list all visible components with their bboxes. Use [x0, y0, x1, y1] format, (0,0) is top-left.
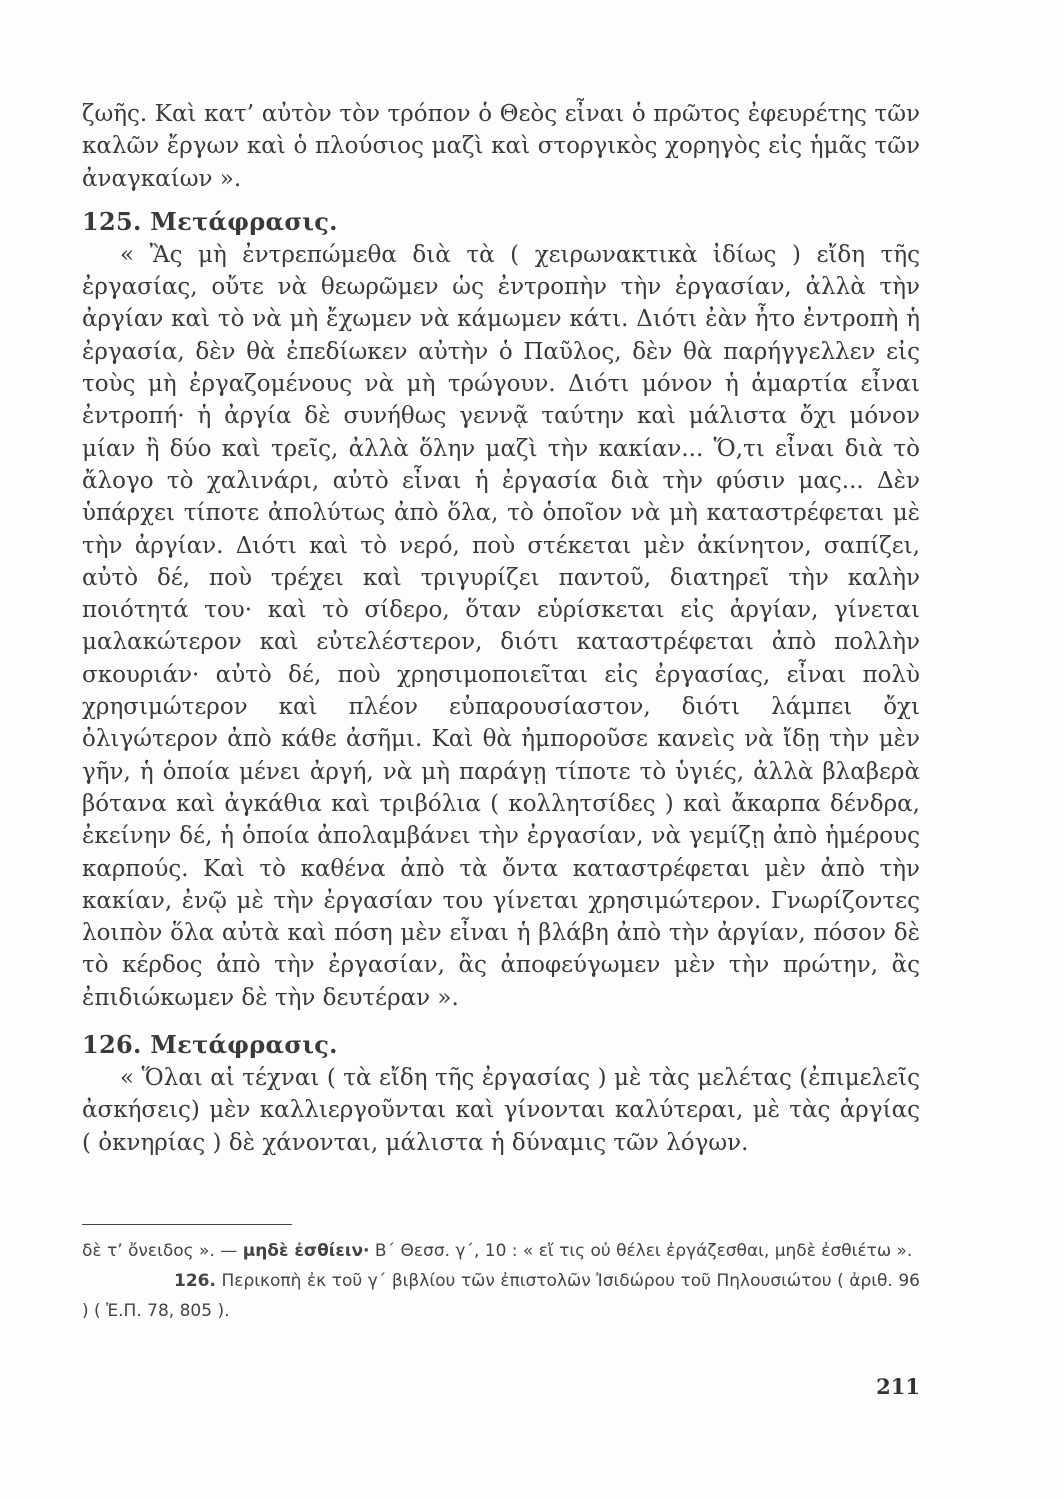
section-126-heading: 126. Μετάφρασις.	[82, 1030, 338, 1060]
footnote-2	[82, 1266, 920, 1326]
section-125-heading: 125. Μετάφρασις.	[82, 206, 338, 236]
footnote-1-bold: μηδὲ ἐσθίειν·	[242, 1241, 370, 1261]
footnote-1-part1: δὲ τ’ ὄνειδος ». —	[82, 1241, 238, 1261]
footnote-1-part2: Β΄ Θεσσ. γ΄, 10 : « εἴ τις οὐ θέλει ἐργάζεσθαι, μηδὲ ἐσθιέτω ».	[374, 1241, 913, 1261]
section-126-text: « Ὅλαι αἱ τέχναι ( τὰ εἴδη τῆς ἐργασίας ) μὲ τὰς μελέτας (ἐπιμελεῖς ἀσκήσεις) μὲν καλλιεργοῦνται καὶ γίνονται καλύτεραι, μὲ τὰς ἀργίας ( ὀκνηρίας ) δὲ χάνονται, μάλιστα ἡ δύναμις τῶν λόγων.	[82, 1065, 920, 1156]
footnote-2-text: Περικοπὴ ἐκ τοῦ γ΄ βιβλίου τῶν ἐπιστολῶν Ἰσιδώρου τοῦ Πηλουσιώτου ( ἀριθ. 96 ) ( Ἑ.Π. 78, 805 ).	[82, 1271, 920, 1321]
section-125-text: « Ἂς μὴ ἐντρεπώμεθα διὰ τὰ ( χειρωνακτικὰ ἰδίως ) εἴδη τῆς ἐργασίας, οὔτε νὰ θεωρῶμεν ὡς ἐντροπὴν τὴν ἐργασίαν, ἀλλὰ τὴν ἀργίαν καὶ τὸ νὰ μὴ ἔχωμεν νὰ κάμωμεν κάτι. Διότι ἐὰν ἦτο ἐντροπὴ ἡ ἐργασία, δὲν θὰ ἐπεδίωκεν αὐτὴν ὁ Παῦλος, δὲν θὰ παρήγγελλεν εἰς τοὺς μὴ ἐργαζομένους νὰ μὴ τρώγουν. Διότι μόνον ἡ ἁμαρτία εἶναι ἐντροπή· ἡ ἀργία δὲ συνήθως γεννᾷ ταύτην καὶ μάλιστα ὄχι μόνον μίαν ἢ δύο καὶ τρεῖς, ἀλλὰ ὅλην μαζὶ τὴν κακίαν... Ὅ,τι εἶναι διὰ τὸ ἄλογο τὸ χαλινάρι, αὐτὸ εἶναι ἡ ἐργασία διὰ τὴν φύσιν μας... Δὲν ὑπάρχει τίποτε ἀπολύτως ἀπὸ ὅλα, τὸ ὁποῖον νὰ μὴ καταστρέφεται μὲ τὴν ἀργίαν. Διότι καὶ τὸ νερό, ποὺ στέκεται μὲν ἀκίνητον, σαπίζει, αὐτὸ δέ, ποὺ τρέχει καὶ τριγυρίζει παντοῦ, διατηρεῖ τὴν καλὴν ποιότητά του· καὶ τὸ σίδερο, ὅταν εὑρίσκεται εἰς ἀργίαν, γίνεται μαλακώτερον καὶ εὐτελέστερον, διότι καταστρέφεται ἀπὸ πολλὴν σκουριάν· αὐτὸ δέ, ποὺ χρησιμοποιεῖται εἰς ἐργασίας, εἶναι πολὺ χρησιμώτερον καὶ πλέον εὐπαρουσίαστον, διότι λάμπει ὄχι ὀλιγώτερον ἀπὸ κάθε ἀσῆμι. Καὶ θὰ ἠμποροῦσε κανεὶς νὰ ἴδῃ τὴν μὲν γῆν, ἡ ὁποία μένει ἀργή, νὰ μὴ παράγῃ τίποτε τὸ ὑγιές, ἀλλὰ βλαβερὰ βότανα καὶ ἀγκάθια καὶ τριβόλια ( κολλητσίδες ) καὶ ἄκαρπα δένδρα, ἐκείνην δέ, ἡ ὁποία ἀπολαμβάνει τὴν ἐργασίαν, νὰ γεμίζῃ ἀπὸ ἡμέρους καρπούς. Καὶ τὸ καθένα ἀπὸ τὰ ὄντα καταστρέφεται μὲν ἀπὸ τὴν κακίαν, ἐνῷ μὲ τὴν ἐργασίαν του γίνεται χρησιμώτερον. Γνωρίζοντες λοιπὸν ὅλα αὐτὰ καὶ πόση μὲν εἶναι ἡ βλάβη ἀπὸ τὴν ἀργίαν, πόσον δὲ τὸ κέρδος ἀπὸ τὴν ἐργασίαν, ἂς ἀποφεύγωμεν μὲν τὴν πρώτην, ἂς ἐπιδιώκωμεν δὲ τὴν δευτέραν ».	[82, 241, 920, 1011]
main-text	[82, 98, 920, 1159]
section-124-continuation: ζωῆς. Καὶ κατ’ αὐτὸν τὸν τρόπον ὁ Θεὸς εἶναι ὁ πρῶτος ἐφευρέτης τῶν καλῶν ἔργων καὶ ὁ πλούσιος μαζὶ καὶ στοργικὸς χορηγὸς εἰς ἡμᾶς τῶν ἀναγκαίων ».	[82, 101, 920, 192]
footnote-2-number: 126.	[174, 1271, 216, 1291]
footnote-divider	[82, 1224, 292, 1225]
footnotes	[82, 1236, 920, 1326]
page-number: 211	[876, 1374, 920, 1399]
footnote-1	[82, 1236, 920, 1266]
